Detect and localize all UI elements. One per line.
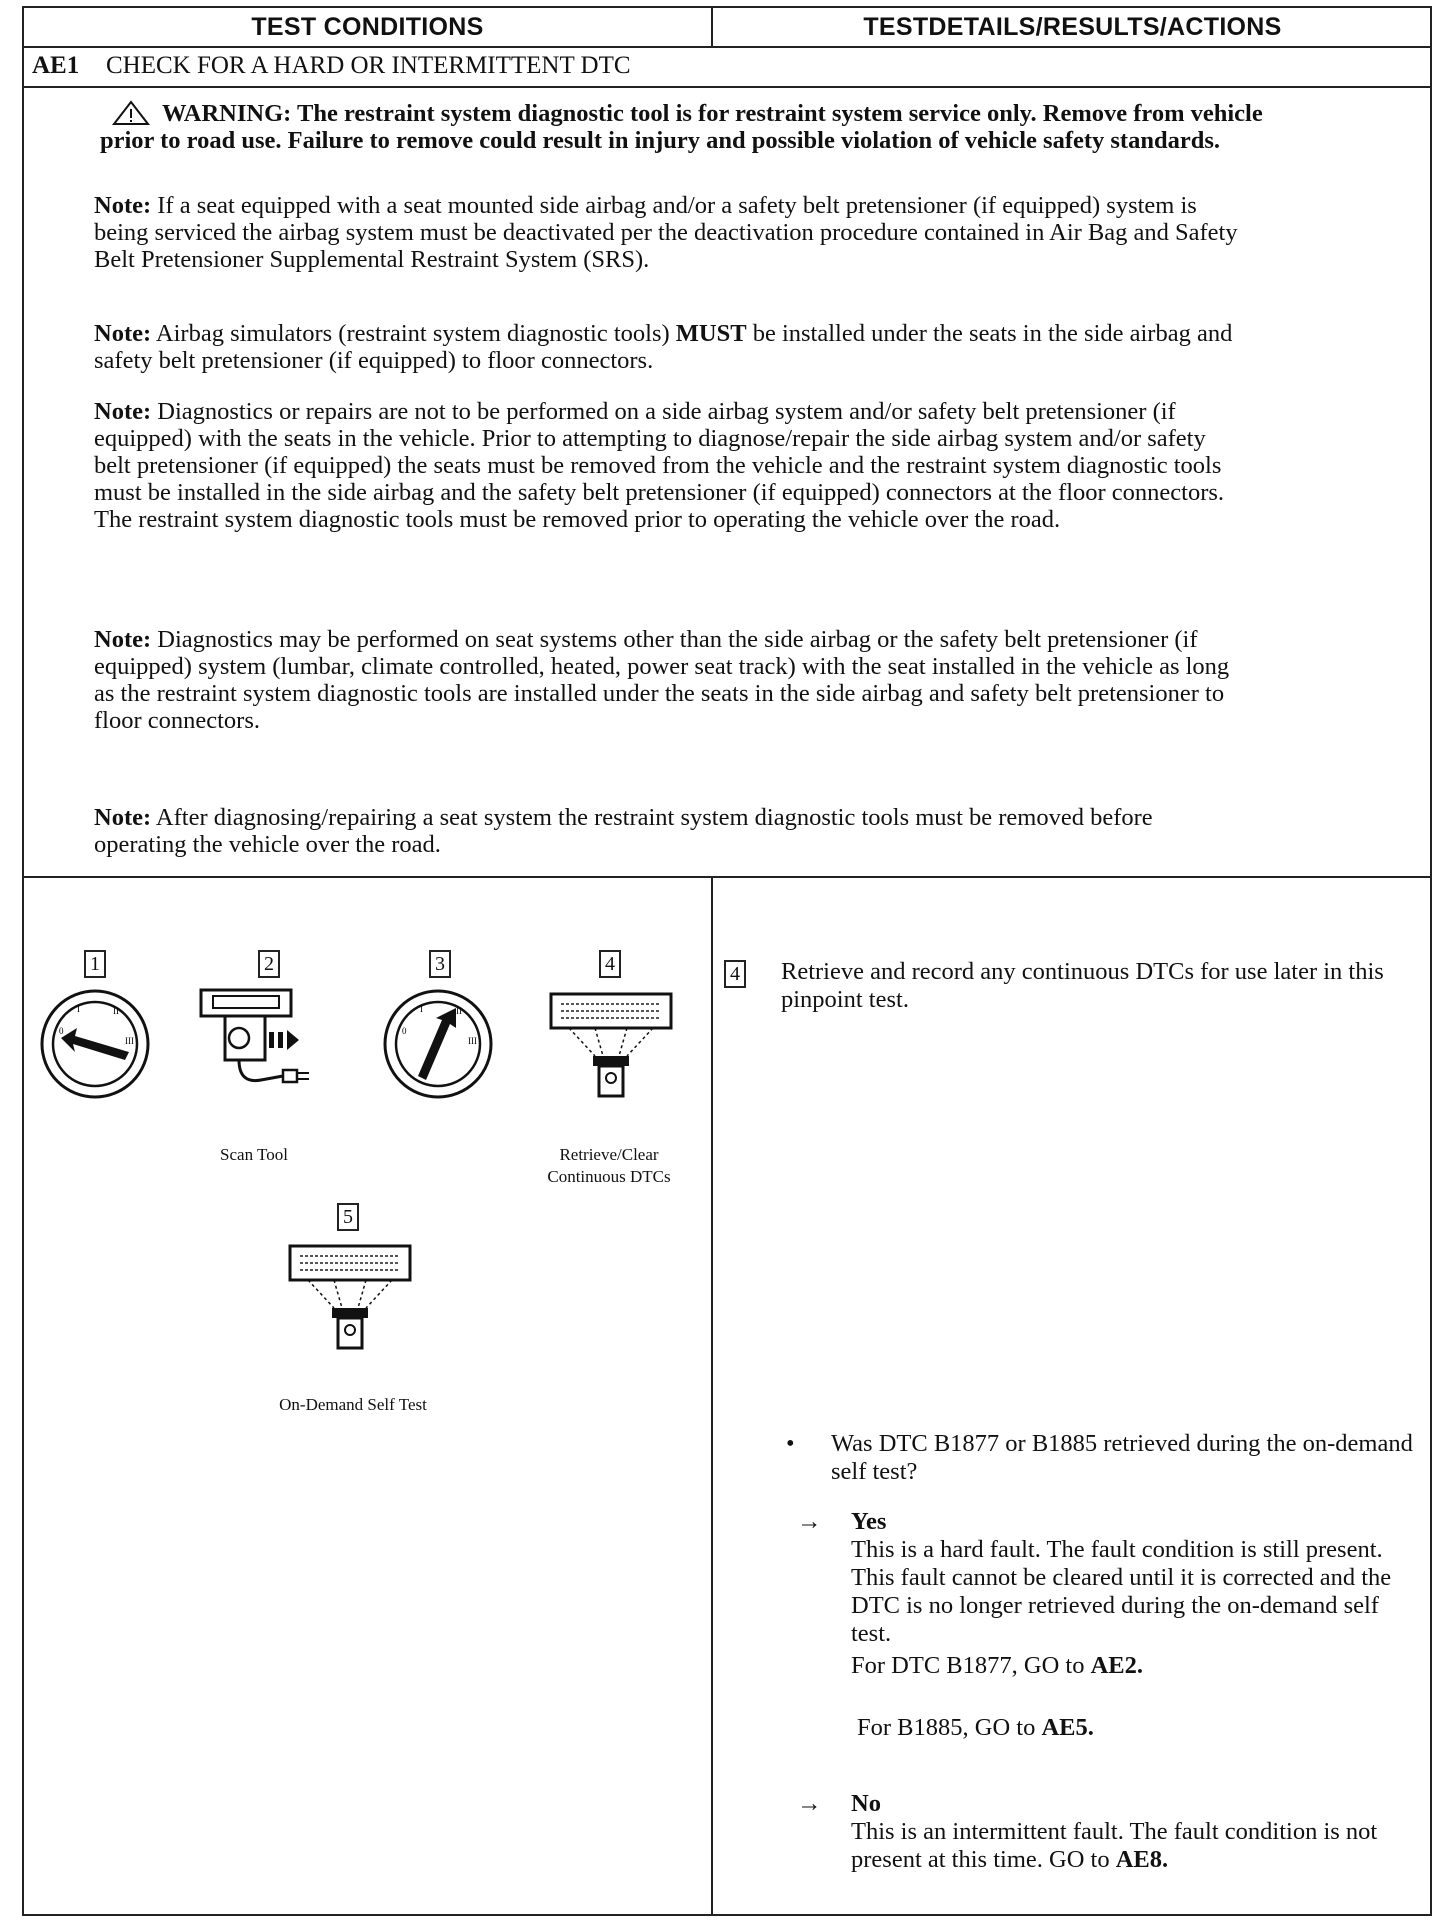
step-instruction: Retrieve and record any continuous DTCs for use later in this pinpoint test. <box>781 958 1384 1013</box>
warning-triangle-icon <box>112 100 150 126</box>
note-label: Note: <box>94 398 152 425</box>
step-code: AE1 <box>32 52 80 79</box>
arrow-right-icon: → <box>797 1790 822 1817</box>
warning-text: WARNING: The restraint system diagnostic tool is for restraint system service only. Remove from vehicle prior to road use. Failure to remove could result in injury and possible violation of vehicle safety standards. <box>100 100 1263 154</box>
note-text: If a seat equipped with a seat mounted side airbag and/or a safety belt pretensioner (if equipped) system is being serviced the airbag system must be deactivated per the deactivation procedure contained in Air Bag and Safety Belt Pretensioner Supplemental Restraint System (SRS). <box>94 192 1238 273</box>
note-text: Diagnostics may be performed on seat systems other than the side airbag or the safety belt pretensioner (if equipped) system (lumbar, climate controlled, heated, power seat track) with the seat installed in the vehicle as long as the restraint system diagnostic tools are installed under the seats in the side airbag and safety belt pretensioner to floor connectors. <box>94 626 1230 734</box>
note-text: Diagnostics or repairs are not to be performed on a side airbag system and/or safety belt pretensioner (if equipped) with the seats in the vehicle. Prior to attempting to diagnose/repair the side airbag system and/or safety belt pretensioner (if equipped) the seats must be removed from the vehicle and the restraint system diagnostic tools must be installed in the side airbag and the safety belt pretensioner (if equipped) connectors at the floor connectors. The restraint system diagnostic tools must be removed prior to operating the vehicle over the road. <box>94 398 1225 533</box>
no-label: No <box>851 1790 881 1817</box>
question-text: Was DTC B1877 or B1885 retrieved during the on-demand self test? <box>831 1430 1413 1485</box>
svg-text:III: III <box>125 1036 134 1046</box>
note-label: Note: <box>94 192 152 219</box>
caption-self-test: On-Demand Self Test <box>279 1395 427 1414</box>
caption-continuous-dtcs: Continuous DTCs <box>547 1167 671 1186</box>
note-emphasis: MUST <box>675 320 747 347</box>
note-text: After diagnosing/repairing a seat system the restraint system diagnostic tools must be removed before operating the vehicle over the road. <box>94 804 1153 858</box>
svg-text:0: 0 <box>59 1026 64 1036</box>
figure-number-3: 3 <box>429 950 451 978</box>
header-test-details: TESTDETAILS/RESULTS/ACTIONS <box>863 13 1282 41</box>
note-5 <box>94 804 1244 858</box>
yes-go-ae5: For B1885, GO to AE5. <box>857 1714 1094 1741</box>
bullet-icon: • <box>786 1430 795 1457</box>
svg-text:0: 0 <box>402 1026 407 1036</box>
svg-text:I: I <box>77 1004 80 1014</box>
notes-section <box>24 86 1430 878</box>
figure-number-4: 4 <box>599 950 621 978</box>
table-header <box>24 8 1430 48</box>
scan-tool-icon <box>199 988 339 1098</box>
column-divider <box>711 876 713 1916</box>
note-text: Airbag simulators (restraint system diagnostic tools) <box>155 320 670 347</box>
yes-text: This is a hard fault. The fault condition is still present. This fault cannot be cleared until it is corrected and the DTC is no longer retrieved during the on-demand self test. <box>851 1536 1392 1647</box>
note-4 <box>94 626 1244 734</box>
warning-block <box>100 100 1300 154</box>
note-text: be installed under the seats in the side airbag and safety belt pretensioner (if equipped) to floor connectors. <box>94 320 1233 374</box>
note-label: Note: <box>94 320 152 347</box>
figure-number-5: 5 <box>337 1203 359 1231</box>
header-test-conditions: TEST CONDITIONS <box>24 8 713 46</box>
yes-go-ae2: For DTC B1877, GO to AE2. <box>851 1652 1143 1679</box>
arrow-right-icon: → <box>797 1508 822 1535</box>
caption-retrieve-clear: Retrieve/Clear <box>559 1145 659 1164</box>
caption-scan-tool: Scan Tool <box>220 1145 288 1164</box>
note-2 <box>94 320 1244 374</box>
yes-label: Yes <box>851 1508 887 1535</box>
step-number-box: 4 <box>724 960 746 988</box>
ignition-switch-off-icon <box>39 988 151 1100</box>
note-label: Note: <box>94 626 152 653</box>
svg-text:I: I <box>420 1004 423 1014</box>
svg-text:II: II <box>113 1006 119 1016</box>
svg-text:III: III <box>468 1036 477 1046</box>
step-row <box>24 46 1430 88</box>
note-label: Note: <box>94 804 152 831</box>
scan-tool-display-icon <box>288 1244 412 1356</box>
test-table <box>22 6 1432 1916</box>
figure-number-1: 1 <box>84 950 106 978</box>
figure-number-2: 2 <box>258 950 280 978</box>
step-title: CHECK FOR A HARD OR INTERMITTENT DTC <box>106 52 631 79</box>
no-text: This is an intermittent fault. The fault condition is not present at this time. GO to AE8. <box>851 1818 1378 1873</box>
note-1 <box>94 192 1244 273</box>
ignition-switch-run-icon <box>382 988 494 1100</box>
procedure-section <box>24 876 1430 1916</box>
scan-tool-display-icon <box>549 992 673 1104</box>
svg-text:II: II <box>456 1006 462 1016</box>
note-3 <box>94 398 1244 533</box>
